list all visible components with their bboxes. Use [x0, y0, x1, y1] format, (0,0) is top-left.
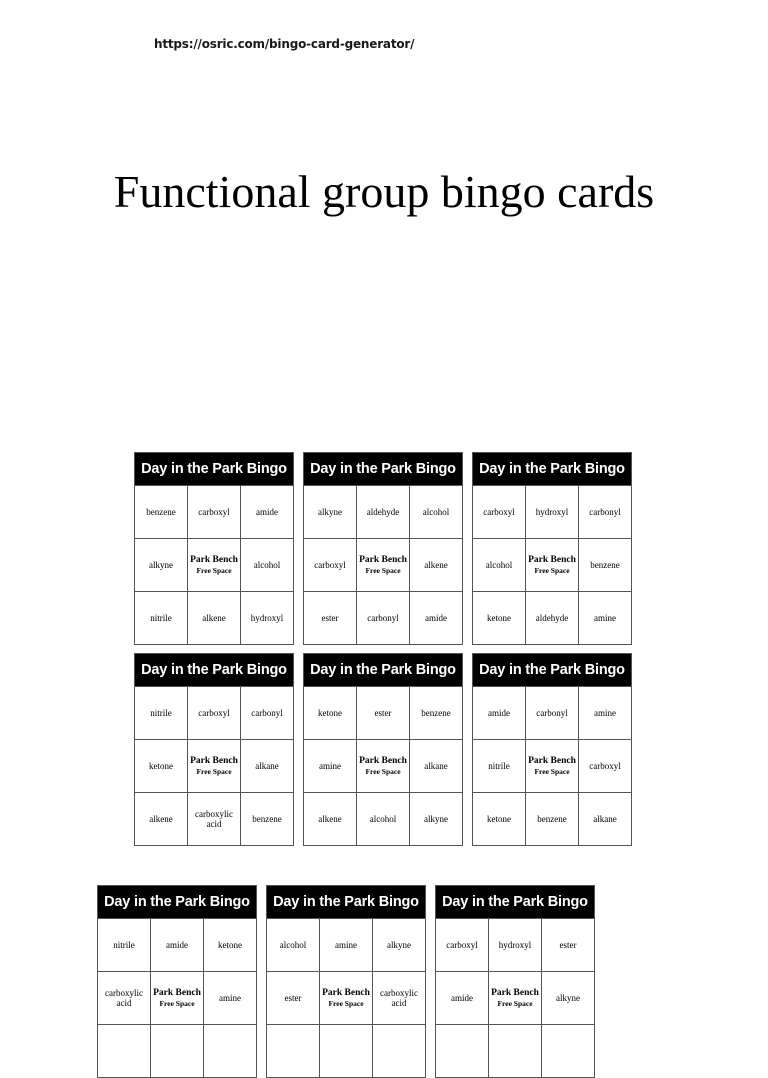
bingo-cell	[267, 1024, 320, 1077]
bingo-cell: amide	[151, 918, 204, 971]
card-grid	[98, 918, 256, 1077]
bingo-cell: benzene	[241, 792, 293, 845]
free-space-subtitle: Free Space	[534, 566, 570, 575]
free-space-cell	[489, 971, 542, 1024]
bingo-card	[472, 452, 632, 645]
card-grid	[135, 485, 293, 644]
bingo-card	[303, 653, 463, 846]
free-space-cell	[357, 739, 410, 792]
bingo-cell: alcohol	[267, 918, 320, 971]
free-space-title: Park Bench	[190, 756, 238, 766]
free-space-title: Park Bench	[359, 756, 407, 766]
bingo-cell: carbonyl	[526, 686, 579, 739]
card-grid	[436, 918, 594, 1077]
free-space-title: Park Bench	[153, 988, 201, 998]
card-header: Day in the Park Bingo	[304, 453, 462, 485]
bingo-cell: ketone	[473, 792, 526, 845]
bingo-cell: amine	[204, 971, 256, 1024]
free-space-title: Park Bench	[359, 555, 407, 565]
bingo-cell: carboxylic acid	[188, 792, 241, 845]
bingo-cell: benzene	[410, 686, 462, 739]
bingo-cell: benzene	[135, 485, 188, 538]
bingo-cell: aldehyde	[526, 591, 579, 644]
card-grid	[267, 918, 425, 1077]
card-grid	[473, 485, 631, 644]
bingo-cell: ketone	[204, 918, 256, 971]
bingo-cell: carboxyl	[579, 739, 631, 792]
bingo-cell	[320, 1024, 373, 1077]
bingo-cell: amide	[473, 686, 526, 739]
bingo-cell: alcohol	[357, 792, 410, 845]
bingo-cell: carboxyl	[304, 538, 357, 591]
bingo-cell	[542, 1024, 594, 1077]
bingo-cell: alcohol	[410, 485, 462, 538]
bingo-card	[303, 452, 463, 645]
bingo-card	[266, 885, 426, 1078]
bingo-cell: alkyne	[135, 538, 188, 591]
bingo-cell: alkane	[410, 739, 462, 792]
bingo-cell: alkene	[410, 538, 462, 591]
bingo-cell: nitrile	[135, 686, 188, 739]
card-grid	[135, 686, 293, 845]
free-space-title: Park Bench	[322, 988, 370, 998]
bingo-cell: carbonyl	[579, 485, 631, 538]
free-space-cell	[526, 739, 579, 792]
bingo-cell: benzene	[579, 538, 631, 591]
free-space-subtitle: Free Space	[365, 767, 401, 776]
free-space-subtitle: Free Space	[497, 999, 533, 1008]
bingo-cell: carboxyl	[436, 918, 489, 971]
free-space-subtitle: Free Space	[328, 999, 364, 1008]
bingo-cell: alcohol	[241, 538, 293, 591]
card-grid	[304, 686, 462, 845]
bingo-cell: benzene	[526, 792, 579, 845]
bingo-cell: nitrile	[135, 591, 188, 644]
bingo-cell: amine	[320, 918, 373, 971]
card-grid	[473, 686, 631, 845]
free-space-title: Park Bench	[190, 555, 238, 565]
free-space-cell	[357, 538, 410, 591]
bingo-cell: ester	[357, 686, 410, 739]
bingo-cell: alkyne	[304, 485, 357, 538]
free-space-subtitle: Free Space	[196, 767, 232, 776]
bingo-cell: ketone	[304, 686, 357, 739]
bingo-cell: aldehyde	[357, 485, 410, 538]
card-header: Day in the Park Bingo	[135, 654, 293, 686]
bingo-cell: alkyne	[542, 971, 594, 1024]
card-grid	[304, 485, 462, 644]
bingo-cell: hydroxyl	[241, 591, 293, 644]
bingo-cell: alkyne	[373, 918, 425, 971]
card-header: Day in the Park Bingo	[473, 453, 631, 485]
bingo-cell: alcohol	[473, 538, 526, 591]
bingo-cell: ester	[304, 591, 357, 644]
bingo-cell: amine	[304, 739, 357, 792]
bingo-card	[472, 653, 632, 846]
bingo-cell	[151, 1024, 204, 1077]
bingo-cell	[436, 1024, 489, 1077]
bingo-cell: ester	[267, 971, 320, 1024]
bingo-cell: alkene	[135, 792, 188, 845]
free-space-cell	[320, 971, 373, 1024]
free-space-title: Park Bench	[491, 988, 539, 998]
bingo-cell: hydroxyl	[526, 485, 579, 538]
source-url[interactable]: https://osric.com/bingo-card-generator/	[154, 37, 415, 51]
free-space-subtitle: Free Space	[159, 999, 195, 1008]
bingo-card	[97, 885, 257, 1078]
bingo-card	[134, 452, 294, 645]
bingo-cell: ketone	[135, 739, 188, 792]
page-title: Functional group bingo cards	[113, 166, 655, 217]
bingo-cell: alkyne	[410, 792, 462, 845]
bingo-cell: alkane	[579, 792, 631, 845]
bingo-card	[435, 885, 595, 1078]
free-space-title: Park Bench	[528, 756, 576, 766]
free-space-title: Park Bench	[528, 555, 576, 565]
bingo-cell: ester	[542, 918, 594, 971]
free-space-cell	[188, 538, 241, 591]
bingo-cell: carboxyl	[473, 485, 526, 538]
bingo-cell: amide	[241, 485, 293, 538]
bingo-cell: carboxylic acid	[373, 971, 425, 1024]
card-header: Day in the Park Bingo	[304, 654, 462, 686]
bingo-card	[134, 653, 294, 846]
card-header: Day in the Park Bingo	[135, 453, 293, 485]
free-space-cell	[526, 538, 579, 591]
free-space-subtitle: Free Space	[365, 566, 401, 575]
bingo-cell: alkene	[304, 792, 357, 845]
bingo-cell: nitrile	[473, 739, 526, 792]
bingo-cell: carboxyl	[188, 686, 241, 739]
card-header: Day in the Park Bingo	[473, 654, 631, 686]
bingo-cell: alkane	[241, 739, 293, 792]
bingo-cell: ketone	[473, 591, 526, 644]
bingo-cell: amide	[436, 971, 489, 1024]
bingo-cell: carboxyl	[188, 485, 241, 538]
card-header: Day in the Park Bingo	[436, 886, 594, 918]
bingo-cell: amide	[410, 591, 462, 644]
bingo-cell	[373, 1024, 425, 1077]
free-space-cell	[188, 739, 241, 792]
bingo-cell: amine	[579, 591, 631, 644]
bingo-cell: hydroxyl	[489, 918, 542, 971]
bingo-cell: alkene	[188, 591, 241, 644]
bingo-cell	[489, 1024, 542, 1077]
bingo-cell	[98, 1024, 151, 1077]
free-space-subtitle: Free Space	[534, 767, 570, 776]
bingo-cell	[204, 1024, 256, 1077]
card-header: Day in the Park Bingo	[267, 886, 425, 918]
bingo-cell: carbonyl	[357, 591, 410, 644]
card-header: Day in the Park Bingo	[98, 886, 256, 918]
bingo-cell: nitrile	[98, 918, 151, 971]
bingo-cell: carboxylic acid	[98, 971, 151, 1024]
bingo-cell: amine	[579, 686, 631, 739]
free-space-subtitle: Free Space	[196, 566, 232, 575]
free-space-cell	[151, 971, 204, 1024]
bingo-cell: carbonyl	[241, 686, 293, 739]
